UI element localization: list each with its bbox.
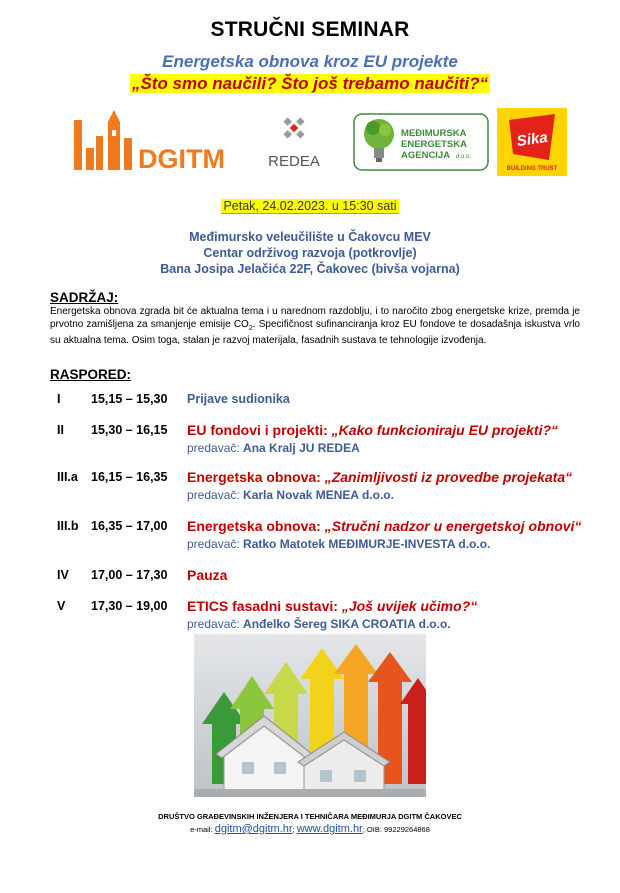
schedule-time: 15,15 – 15,30 [91, 392, 168, 406]
schedule-number: II [57, 423, 64, 437]
schedule-speaker-line [187, 488, 394, 502]
event-date [0, 199, 620, 213]
dgitm-logo [74, 108, 234, 176]
description-part-1: Energetska obnova zgrada bit će aktualna tema i u narednom razdoblju, i to naročito zbog energetske krize, premda je prvotno zamišljena za smanjenje emisije CO [50, 306, 580, 330]
schedule-number: V [57, 599, 66, 613]
schedule-topic: ETICS fasadni sustavi: [187, 598, 338, 614]
speaker-prefix: predavač: [187, 441, 240, 455]
content-description [50, 306, 580, 348]
sponsor-logos [0, 108, 620, 178]
speaker-prefix: predavač: [187, 537, 240, 551]
footer-contacts: e-mail: dgitm@dgitm.hr; www.dgitm.hr; OIB: 99229264868 [190, 823, 430, 835]
schedule-time: 15,30 – 16,15 [91, 423, 168, 437]
schedule-speaker: Karla Novak MENEA d.o.o. [243, 488, 394, 502]
schedule-number: I [57, 392, 61, 406]
footer-organization: DRUŠTVO GRAĐEVINSKIH INŽENJERA I TEHNIČARA MEĐIMURJA DGITM ČAKOVEC [158, 812, 462, 821]
schedule-time: 16,15 – 16,35 [91, 470, 168, 484]
schedule-talk-title: „Kako funkcioniraju EU projekti?“ [331, 422, 559, 438]
mea-logo-suffix: d.o.o. [456, 154, 472, 160]
sika-logo-tagline: BUILDING TRUST [506, 166, 558, 172]
schedule-number: III.b [57, 519, 79, 533]
schedule-speaker: Anđelko Šereg SIKA CROATIA d.o.o. [243, 617, 451, 631]
schedule-topic: Prijave sudionika [187, 392, 290, 406]
schedule-talk-title: „Stručni nadzor u energetskoj obnovi“ [324, 518, 582, 534]
schedule-time: 17,30 – 19,00 [91, 599, 168, 613]
schedule-topic: Pauza [187, 567, 228, 583]
mea-logo-line1: MEĐIMURSKA [401, 128, 467, 139]
sika-logo-text: Sika [515, 128, 549, 151]
mea-logo-line2: ENERGETSKA [401, 139, 467, 150]
schedule-heading: RASPORED: [50, 367, 132, 382]
mea-logo-line3: AGENCIJA [401, 150, 451, 161]
seminar-question-text: „Što smo naučili? Što još trebamo naučiti?“ [131, 74, 489, 93]
footer-email-label: e-mail: [190, 825, 213, 834]
venue-line-2: Centar održivog razvoja (potkrovlje) [203, 246, 417, 260]
schedule-topic-line [187, 598, 477, 614]
schedule-speaker: Ratko Matotek MEĐIMURJE-INVESTA d.o.o. [243, 537, 491, 551]
speaker-prefix: predavač: [187, 488, 240, 502]
schedule-topic: Energetska obnova: [187, 469, 321, 485]
schedule-topic: EU fondovi i projekti: [187, 422, 328, 438]
event-venue [0, 229, 620, 277]
page-title: STRUČNI SEMINAR [210, 18, 410, 41]
dgitm-logo-text: DGITM [138, 144, 225, 174]
schedule-time: 16,35 – 17,00 [91, 519, 168, 533]
content-heading: SADRŽAJ: [50, 290, 119, 305]
footer-email-link[interactable]: dgitm@dgitm.hr [214, 823, 293, 835]
venue-line-3: Bana Josipa Jelačića 22F, Čakovec (bivša vojarna) [160, 262, 460, 276]
schedule-topic-line [187, 469, 572, 485]
venue-line-1: Međimursko veleučilište u Čakovcu MEV [189, 230, 431, 244]
schedule-talk-title: „Zanimljivosti iz provedbe projekata“ [324, 469, 573, 485]
footer-web-link[interactable]: www.dgitm.hr [296, 823, 363, 835]
footer-oib: OIB: 99229264868 [366, 825, 430, 834]
schedule-speaker-line [187, 537, 490, 551]
schedule-time: 17,00 – 17,30 [91, 568, 168, 582]
redea-logo-text: REDEA [268, 153, 320, 170]
description-part-2: . Specifičnost sufinanciranja kroz EU fondove te dosadašnja iskustva vrlo su aktualna tema. Osim toga, stalan je razvoj materijala, fasadnih sustava te tehnologije izvođenja. [50, 318, 580, 346]
description-subscript: 2 [248, 324, 253, 332]
seminar-question [0, 74, 620, 94]
schedule-topic-line [187, 518, 581, 534]
schedule-number: IV [57, 568, 69, 582]
mea-logo [353, 108, 489, 176]
energy-houses-photo [194, 634, 426, 797]
event-date-text: Petak, 24.02.2023. u 15:30 sati [223, 199, 397, 213]
schedule-topic: Energetska obnova: [187, 518, 321, 534]
schedule-talk-title: „Još uvijek učimo?“ [341, 598, 478, 614]
seminar-subtitle: Energetska obnova kroz EU projekte [162, 52, 458, 71]
speaker-prefix: predavač: [187, 617, 240, 631]
schedule-speaker-line [187, 617, 451, 631]
redea-logo [245, 108, 343, 176]
sika-logo [497, 108, 567, 176]
schedule-number: III.a [57, 470, 78, 484]
schedule-speaker: Ana Kralj JU REDEA [243, 441, 360, 455]
schedule-topic-line [187, 422, 558, 438]
schedule-speaker-line [187, 441, 360, 455]
